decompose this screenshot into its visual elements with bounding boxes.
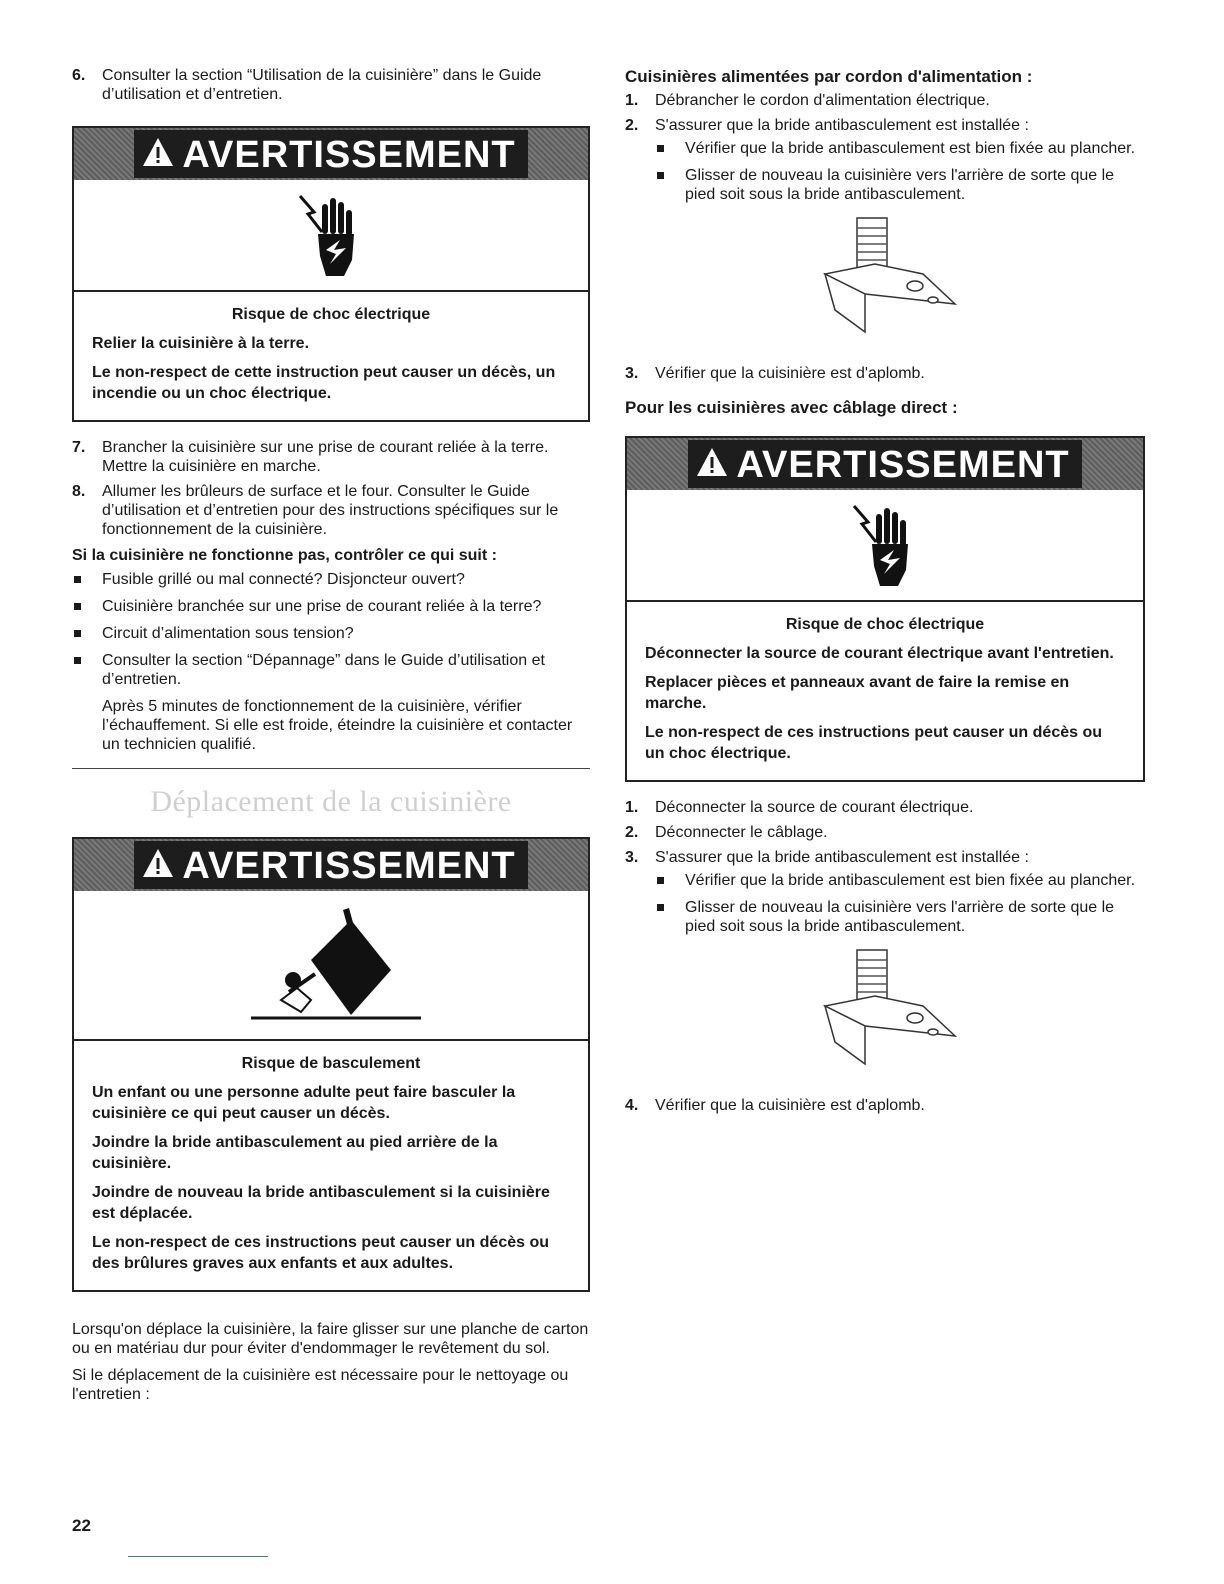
right-column — [625, 66, 1145, 1121]
warning-title: AVERTISSEMENT — [134, 841, 527, 889]
list-item: 1. Débrancher le cordon d'alimentation électrique. — [625, 92, 990, 109]
list-item: 1. Déconnecter la source de courant électrique. — [625, 799, 974, 816]
warning-banner — [74, 128, 588, 180]
list-item: 3. Vérifier que la cuisinière est d'aplomb. — [625, 365, 925, 382]
electric-shock-icon — [627, 490, 1143, 602]
warning-box-electric-shock — [72, 126, 590, 422]
warning-triangle-icon — [142, 843, 174, 889]
warning-box-tip-over — [72, 837, 590, 1292]
step-number: 6. — [72, 67, 86, 84]
anti-tip-bracket-figure — [625, 946, 1145, 1086]
list-item: 7. Brancher la cuisinière sur une prise de courant reliée à la terre. Mettre la cuisinière en marche. — [72, 439, 549, 475]
warning-text — [74, 1041, 588, 1290]
list-item: Vérifier que la bride antibasculement est bien fixée au plancher. — [655, 871, 1145, 890]
warning-text — [74, 292, 588, 420]
check-heading: Si la cuisinière ne fonctionne pas, contrôler ce qui suit : — [72, 547, 497, 564]
list-item: Glisser de nouveau la cuisinière vers l'arrière de sorte que le pied soit sous la bride antibasculement. — [655, 898, 1145, 936]
list-item: 3. S'assurer que la bride antibasculement est installée : Vérifier que la bride antibasculement est bien fixée au plancher. Glisser de nouveau la cuisinière vers l'arrière de sorte que le pied soit sous la bride antibasculement. — [625, 848, 1145, 936]
check-list — [72, 570, 590, 689]
direct-step-4 — [625, 1096, 1145, 1115]
moving-paragraph: Lorsqu'on déplace la cuisinière, la faire glisser sur une planche de carton ou en matériau dur pour éviter d'endommager le revêtement du sol. — [72, 1321, 589, 1357]
moving-paragraph: Si le déplacement de la cuisinière est nécessaire pour le nettoyage ou l'entretien : — [72, 1367, 569, 1403]
warning-banner — [74, 839, 588, 891]
warning-text — [627, 602, 1143, 780]
warning-line: Le non-respect de cette instruction peut causer un décès, un incendie ou un choc électrique. — [92, 364, 556, 402]
cord-step-3 — [625, 364, 1145, 383]
list-item: 2. Déconnecter le câblage. — [625, 824, 828, 841]
list-item: Fusible grillé ou mal connecté? Disjoncteur ouvert? — [72, 570, 590, 589]
direct-steps — [625, 798, 1145, 936]
page-number: 22 — [72, 1516, 91, 1535]
warning-line: Relier la cuisinière à la terre. — [92, 335, 310, 352]
anti-tip-bracket-figure — [625, 214, 1145, 354]
list-item: Cuisinière branchée sur une prise de courant reliée à la terre? — [72, 597, 590, 616]
warning-line: Déconnecter la source de courant électrique avant l'entretien. — [645, 645, 1114, 662]
list-item: Circuit d’alimentation sous tension? — [72, 624, 590, 643]
list-item: Vérifier que la bride antibasculement est bien fixée au plancher. — [655, 139, 1145, 158]
list-item: Consulter la section “Dépannage” dans le Guide d’utilisation et d’entretien. — [72, 651, 590, 689]
list-item: 4. Vérifier que la cuisinière est d'aplomb. — [625, 1097, 925, 1114]
cord-steps — [625, 91, 1145, 204]
hazard-title: Risque de choc électrique — [231, 306, 431, 323]
steps-list-top — [72, 66, 590, 104]
warning-line: Joindre la bride antibasculement au pied arrière de la cuisinière. — [92, 1134, 498, 1172]
hazard-title: Risque de choc électrique — [785, 616, 985, 633]
warning-triangle-icon — [142, 132, 174, 178]
direct-bullets — [655, 871, 1145, 936]
warning-line: Le non-respect de ces instructions peut causer un décès ou des brûlures graves aux enfants et aux adultes. — [92, 1234, 550, 1272]
footer-divider — [128, 1556, 268, 1557]
tip-over-icon — [74, 891, 588, 1041]
list-item: Glisser de nouveau la cuisinière vers l'arrière de sorte que le pied soit sous la bride antibasculement. — [655, 166, 1145, 204]
cord-bullets — [655, 139, 1145, 204]
direct-heading: Pour les cuisinières avec câblage direct : — [625, 398, 958, 417]
warning-line: Le non-respect de ces instructions peut causer un décès ou un choc électrique. — [645, 724, 1103, 762]
list-item: 2. S'assurer que la bride antibasculement est installée : Vérifier que la bride antibasculement est bien fixée au plancher. Glisser de nouveau la cuisinière vers l'arrière de sorte que le pied soit sous la bride antibasculement. — [625, 116, 1145, 204]
warning-triangle-icon — [696, 442, 728, 488]
list-item: 8. Allumer les brûleurs de surface et le four. Consulter le Guide d’utilisation et d’entretien pour des instructions spécifiques sur le fonctionnement de la cuisinière. — [72, 483, 559, 538]
warning-line: Un enfant ou une personne adulte peut faire basculer la cuisinière ce qui peut causer un décès. — [92, 1084, 516, 1122]
step-text: Consulter la section “Utilisation de la cuisinière” dans le Guide d’utilisation et d’entretien. — [102, 67, 542, 103]
left-column — [72, 66, 590, 1412]
section-title: Déplacement de la cuisinière — [72, 768, 590, 819]
warning-title: AVERTISSEMENT — [134, 130, 527, 178]
steps-list-mid — [72, 438, 590, 539]
warning-line: Joindre de nouveau la bride antibasculement si la cuisinière est déplacée. — [92, 1184, 550, 1222]
warning-box-electric-shock-direct — [625, 436, 1145, 782]
after-check-text: Après 5 minutes de fonctionnement de la cuisinière, vérifier l’échauffement. Si elle est froide, éteindre la cuisinière et contacter un technicien qualifié. — [102, 698, 573, 753]
warning-banner — [627, 438, 1143, 490]
list-item — [72, 66, 590, 104]
cord-heading: Cuisinières alimentées par cordon d'alimentation : — [625, 67, 1033, 86]
hazard-title: Risque de basculement — [241, 1055, 421, 1072]
warning-title: AVERTISSEMENT — [688, 440, 1081, 488]
warning-line: Replacer pièces et panneaux avant de faire la remise en marche. — [645, 674, 1070, 712]
electric-shock-icon — [74, 180, 588, 292]
